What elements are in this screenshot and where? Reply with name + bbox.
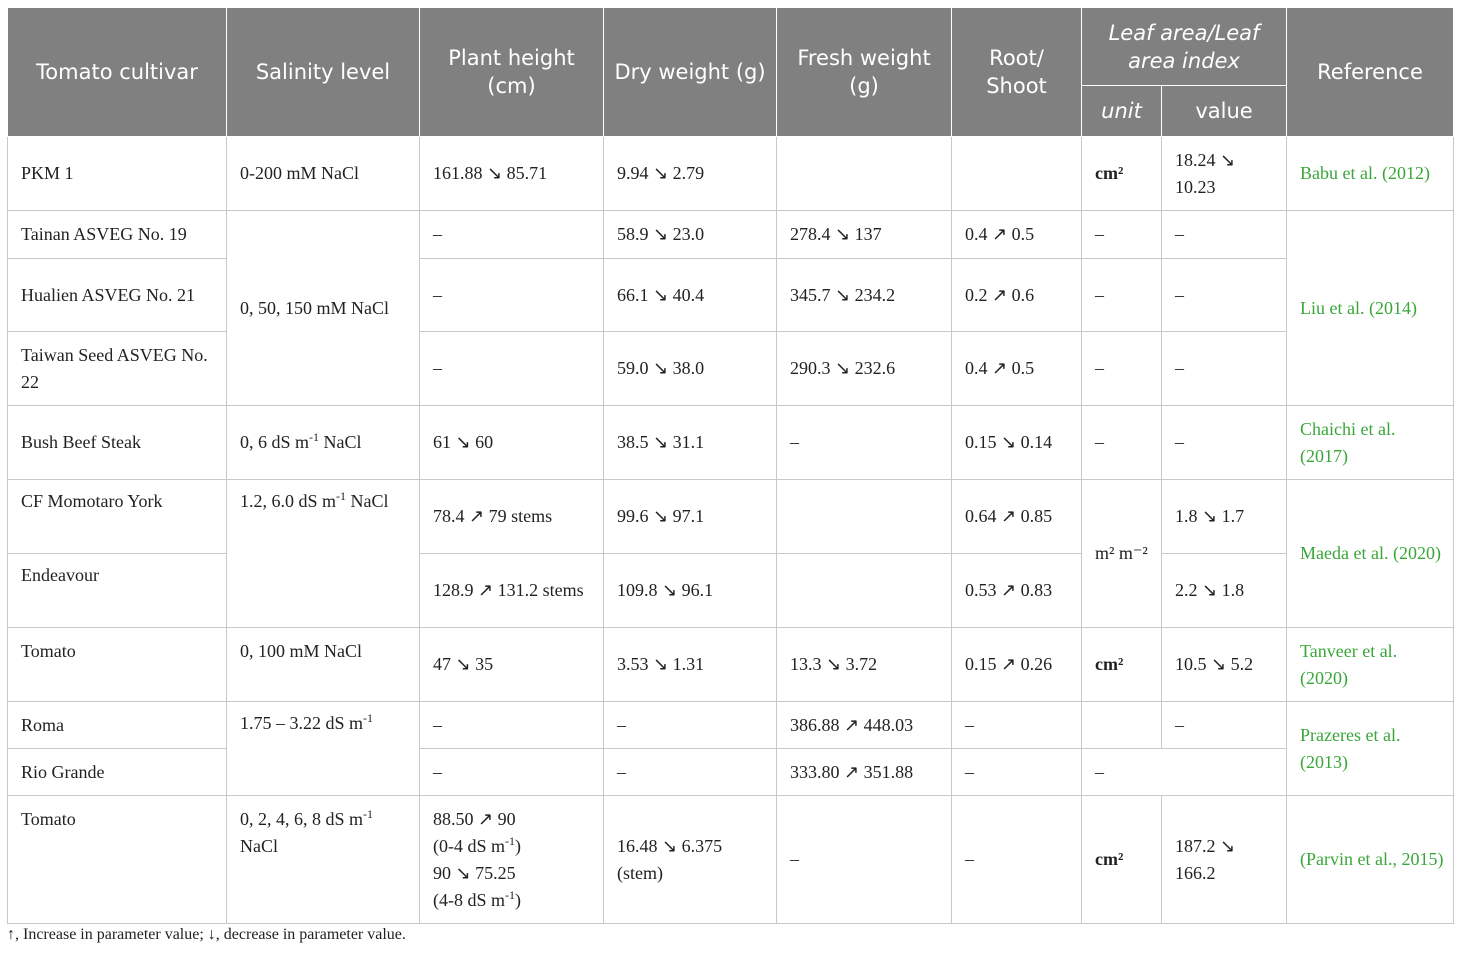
cell-salinity: 0, 100 mM NaCl: [227, 628, 420, 702]
tomato-salinity-table: [7, 7, 1454, 924]
header-value: value: [1162, 86, 1287, 137]
cell-leaf-value: 2.2 ↘ 1.8: [1162, 554, 1287, 628]
cell-leaf-value: –: [1162, 211, 1287, 259]
cell-dry-weight: 3.53 ↘ 1.31: [604, 628, 777, 702]
cell-dry-weight: 59.0 ↘ 38.0: [604, 332, 777, 406]
cell-root-shoot: [952, 137, 1082, 211]
cell-leaf-unit: cm²: [1082, 628, 1162, 702]
cell-cultivar: Hualien ASVEG No. 21: [8, 259, 227, 332]
cell-plant-height: 61 ↘ 60: [420, 406, 604, 480]
cell-leaf-value: 1.8 ↘ 1.7: [1162, 480, 1287, 554]
cell-salinity: 1.2, 6.0 dS $m^{-1}$ NaCl: [227, 480, 420, 628]
cell-leaf-unit: –: [1082, 211, 1162, 259]
reference-link[interactable]: Maeda et al. (2020): [1287, 480, 1454, 628]
reference-link[interactable]: (Parvin et al., 2015): [1287, 796, 1454, 924]
cell-leaf-unit: cm²: [1082, 796, 1162, 924]
reference-link[interactable]: Liu et al. (2014): [1287, 211, 1454, 406]
cell-leaf-value: –: [1162, 406, 1287, 480]
cell-dry-weight: 99.6 ↘ 97.1: [604, 480, 777, 554]
cell-leaf-value: 10.5 ↘ 5.2: [1162, 628, 1287, 702]
cell-root-shoot: –: [952, 796, 1082, 924]
cell-leaf-unit: –: [1082, 332, 1162, 406]
cell-dry-weight: 66.1 ↘ 40.4: [604, 259, 777, 332]
cell-dry-weight: 38.5 ↘ 31.1: [604, 406, 777, 480]
cell-cultivar: Rio Grande: [8, 749, 227, 796]
cell-cultivar: PKM 1: [8, 137, 227, 211]
header-cultivar: Tomato cultivar: [8, 8, 227, 137]
cell-fresh-weight: 290.3 ↘ 232.6: [777, 332, 952, 406]
cell-leaf-unit: –: [1082, 406, 1162, 480]
cell-dry-weight: 109.8 ↘ 96.1: [604, 554, 777, 628]
cell-cultivar: CF Momotaro York: [8, 480, 227, 554]
cell-root-shoot: 0.53 ↗ 0.83: [952, 554, 1082, 628]
table-row: [8, 749, 1454, 796]
table-row: [8, 554, 1454, 628]
table-row: [8, 406, 1454, 480]
cell-plant-height: –: [420, 332, 604, 406]
cell-cultivar: Taiwan Seed ASVEG No. 22: [8, 332, 227, 406]
cell-fresh-weight: 386.88 ↗ 448.03: [777, 702, 952, 749]
cell-leaf-value: 187.2 ↘ 166.2: [1162, 796, 1287, 924]
cell-root-shoot: 0.2 ↗ 0.6: [952, 259, 1082, 332]
cell-cultivar: Roma: [8, 702, 227, 749]
header-root-shoot: Root/ Shoot: [952, 8, 1082, 137]
cell-plant-height: 78.4 ↗ 79 stems: [420, 480, 604, 554]
cell-dry-weight: 58.9 ↘ 23.0: [604, 211, 777, 259]
cell-plant-height: –: [420, 702, 604, 749]
cell-root-shoot: –: [952, 702, 1082, 749]
header-dry-weight: Dry weight (g): [604, 8, 777, 137]
cell-leaf-unit: cm²: [1082, 137, 1162, 211]
table-row: [8, 332, 1454, 406]
cell-leaf-unit: [1082, 702, 1162, 749]
cell-cultivar: Bush Beef Steak: [8, 406, 227, 480]
cell-cultivar: Endeavour: [8, 554, 227, 628]
cell-fresh-weight: 333.80 ↗ 351.88: [777, 749, 952, 796]
cell-root-shoot: 0.64 ↗ 0.85: [952, 480, 1082, 554]
cell-fresh-weight: [777, 137, 952, 211]
cell-cultivar: Tomato: [8, 628, 227, 702]
table-row: [8, 259, 1454, 332]
cell-plant-height: 88.50 ↗ 90 (0-4 dS $m^{-1}$) 90 ↘ 75.25 (4-8 dS $m^{-1}$): [420, 796, 604, 924]
cell-fresh-weight: [777, 554, 952, 628]
table-container: [7, 7, 1453, 924]
cell-leaf-unit: –: [1082, 259, 1162, 332]
table-row: [8, 211, 1454, 259]
cell-salinity: 0, 6 dS $m^{-1}$ NaCl: [227, 406, 420, 480]
header-salinity: Salinity level: [227, 8, 420, 137]
cell-fresh-weight: [777, 480, 952, 554]
cell-fresh-weight: –: [777, 406, 952, 480]
cell-salinity: 1.75 – 3.22 dS $m^{-1}$: [227, 702, 420, 796]
cell-plant-height: –: [420, 259, 604, 332]
table-row: [8, 480, 1454, 554]
reference-link[interactable]: Prazeres et al. (2013): [1287, 702, 1454, 796]
cell-leaf-value: –: [1162, 332, 1287, 406]
cell-cultivar: Tainan ASVEG No. 19: [8, 211, 227, 259]
cell-root-shoot: 0.15 ↗ 0.26: [952, 628, 1082, 702]
header-unit: unit: [1082, 86, 1162, 137]
cell-plant-height: 47 ↘ 35: [420, 628, 604, 702]
reference-link[interactable]: Babu et al. (2012): [1287, 137, 1454, 211]
cell-plant-height: –: [420, 749, 604, 796]
header-plant-height: Plant height (cm): [420, 8, 604, 137]
cell-plant-height: 128.9 ↗ 131.2 stems: [420, 554, 604, 628]
cell-root-shoot: –: [952, 749, 1082, 796]
cell-fresh-weight: 13.3 ↘ 3.72: [777, 628, 952, 702]
table-row: [8, 628, 1454, 702]
reference-link[interactable]: Chaichi et al. (2017): [1287, 406, 1454, 480]
cell-fresh-weight: –: [777, 796, 952, 924]
cell-dry-weight: –: [604, 702, 777, 749]
cell-salinity: 0, 50, 150 mM NaCl: [227, 211, 420, 406]
cell-leaf-value: –: [1162, 259, 1287, 332]
cell-leaf-unit: m² m⁻²: [1082, 480, 1162, 628]
table-row: [8, 137, 1454, 211]
header-leaf-area: Leaf area/Leaf area index: [1082, 8, 1287, 86]
reference-link[interactable]: Tanveer et al. (2020): [1287, 628, 1454, 702]
cell-fresh-weight: 278.4 ↘ 137: [777, 211, 952, 259]
cell-cultivar: Tomato: [8, 796, 227, 924]
table-footnote: ↑, Increase in parameter value; ↓, decrease in parameter value.: [7, 926, 406, 943]
header-reference: Reference: [1287, 8, 1454, 137]
cell-plant-height: –: [420, 211, 604, 259]
cell-salinity: 0, 2, 4, 6, 8 dS $m^{-1}$ NaCl: [227, 796, 420, 924]
cell-root-shoot: 0.4 ↗ 0.5: [952, 211, 1082, 259]
table-row: [8, 702, 1454, 749]
cell-fresh-weight: 345.7 ↘ 234.2: [777, 259, 952, 332]
cell-leaf-value: 18.24 ↘ 10.23: [1162, 137, 1287, 211]
cell-root-shoot: 0.15 ↘ 0.14: [952, 406, 1082, 480]
cell-plant-height: 161.88 ↘ 85.71: [420, 137, 604, 211]
cell-leaf-value: –: [1162, 702, 1287, 749]
table-row: [8, 796, 1454, 924]
cell-salinity: 0-200 mM NaCl: [227, 137, 420, 211]
cell-leaf-area: –: [1082, 749, 1287, 796]
cell-dry-weight: 9.94 ↘ 2.79: [604, 137, 777, 211]
cell-dry-weight: –: [604, 749, 777, 796]
cell-dry-weight: 16.48 ↘ 6.375 (stem): [604, 796, 777, 924]
cell-root-shoot: 0.4 ↗ 0.5: [952, 332, 1082, 406]
header-fresh-weight: Fresh weight (g): [777, 8, 952, 137]
